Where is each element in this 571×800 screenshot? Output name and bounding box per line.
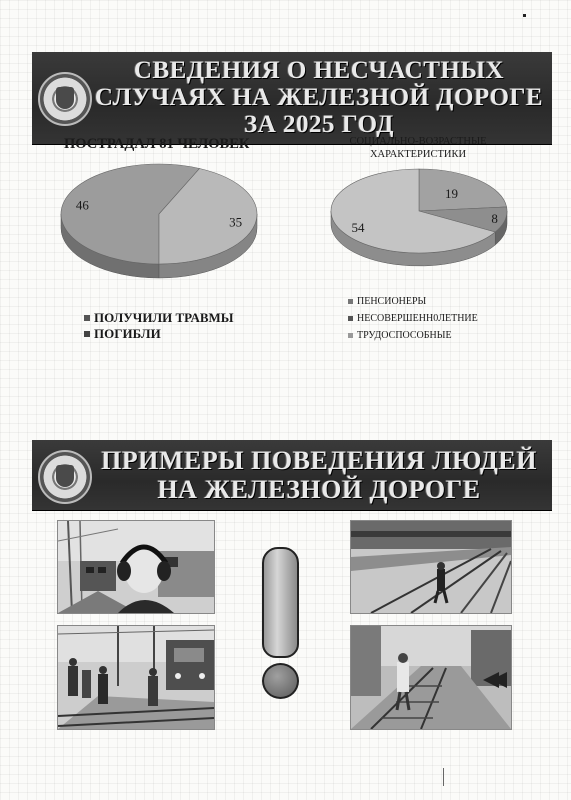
pie-data-label: 46 [75, 197, 89, 213]
legend-swatch [348, 299, 353, 304]
legend-item [348, 293, 478, 310]
photo-headphones [57, 520, 215, 614]
section-banner [32, 440, 552, 510]
chart-2-title-line-1: СОЦИАЛЬНО-ВОЗРАСТНЫЕ [349, 136, 487, 147]
pie-slice [419, 169, 507, 211]
section-title-line-1: ПРИМЕРЫ ПОВЕДЕНИЯ ЛЮДЕЙ [101, 446, 537, 475]
chart-2-title [318, 135, 518, 161]
title-line-2: СЛУЧАЯХ НА ЖЕЛЕЗНОЙ ДОРОГЕ [94, 84, 544, 111]
chart-2-title-line-2: ХАРАКТЕРИСТИКИ [369, 149, 467, 160]
photo-platform-crossing [350, 520, 512, 614]
legend-swatch [348, 316, 353, 321]
scan-mark [523, 14, 526, 17]
pie-chart-victims [56, 160, 266, 284]
photo-crowd-crossing [57, 625, 215, 730]
legend-item [84, 326, 234, 342]
exclamation-dot [262, 663, 299, 699]
pie-data-label: 19 [445, 185, 459, 201]
title-line-1: СВЕДЕНИЯ О НЕСЧАСТНЫХ [133, 57, 505, 84]
header-banner [32, 52, 552, 144]
railway-emblem-icon [38, 72, 92, 126]
legend-label: ТРУДОСПОСОБНЫЕ [357, 330, 452, 341]
page-title [92, 57, 546, 138]
pie-chart-social-age [326, 164, 516, 276]
legend-label: ПЕНСИОНЕРЫ [357, 296, 427, 307]
chart-2-legend [348, 293, 478, 344]
exclamation-icon [262, 547, 299, 658]
chart-1-legend [84, 310, 234, 342]
legend-swatch [84, 331, 90, 337]
scan-mark [443, 768, 444, 786]
legend-item [348, 327, 478, 344]
pie-data-label: 54 [351, 219, 365, 235]
legend-label: НЕСОВЕРШЕНH0ЛЕТНИЕ [357, 313, 478, 324]
photo-walking-on-rails [350, 625, 512, 730]
chart-1-title: ПОСТРАДАЛ 81 ЧЕЛОВЕК [64, 136, 250, 152]
legend-swatch [348, 333, 353, 338]
pie-data-label: 35 [229, 214, 243, 230]
pie-data-label: 8 [491, 210, 498, 226]
railway-emblem-icon [38, 450, 92, 504]
legend-item [348, 310, 478, 327]
legend-label: ПОГИБЛИ [94, 326, 161, 341]
legend-item [84, 310, 234, 326]
legend-swatch [84, 315, 90, 321]
legend-label: ПОЛУЧИЛИ ТРАВМЫ [94, 310, 234, 325]
title-line-3: ЗА 2025 ГОД [244, 111, 394, 138]
section-title-line-2: НА ЖЕЛЕЗНОЙ ДОРОГЕ [157, 475, 481, 504]
section-title [92, 446, 546, 504]
